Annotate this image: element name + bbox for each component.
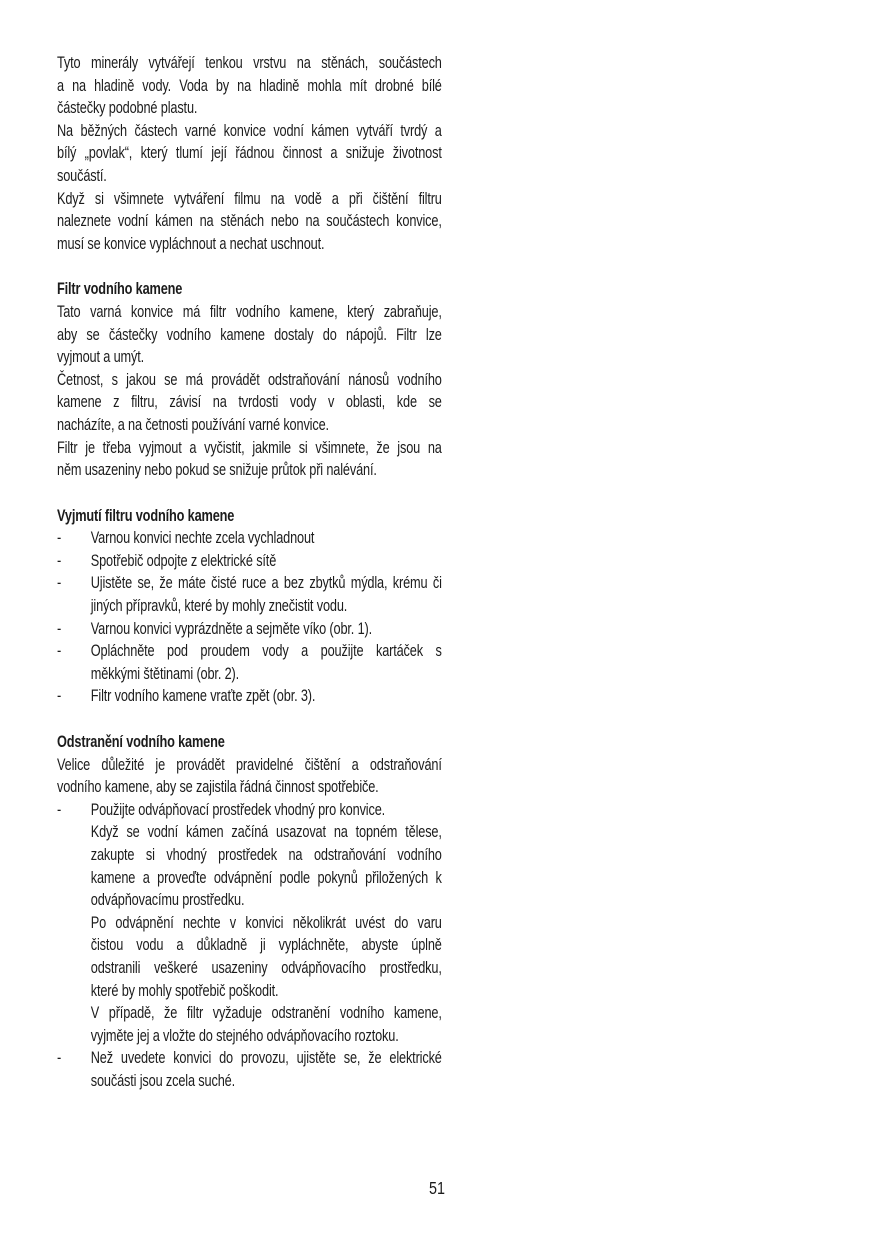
text-line: částečky podobné plastu. <box>57 98 198 118</box>
text-line: součásti jsou zcela suché. <box>90 1070 235 1090</box>
text-line: Než uvedete konvici do provozu, ujistěte se, že elektrické <box>90 1048 442 1068</box>
text-line: Opláchněte pod proudem vody a použijte kartáček s <box>90 641 442 661</box>
bullet-content <box>91 618 442 641</box>
bullet-marker: - <box>57 799 62 819</box>
text-line: naleznete vodní kámen na stěnách nebo na součástech konvice, <box>57 211 442 231</box>
text-line: vodního kamene, aby se zajistila řádná činnost spotřebiče. <box>57 777 379 797</box>
text-line: kamene a proveďte odvápnění podle pokynů přiložených k <box>90 867 442 887</box>
bullet-item <box>57 799 442 822</box>
text-line: součástí. <box>57 165 107 185</box>
bullet-content <box>91 1047 442 1092</box>
section-heading: Odstranění vodního kamene <box>57 732 225 752</box>
bullet-marker: - <box>57 528 62 548</box>
indented-paragraph <box>91 912 442 1002</box>
paragraph <box>57 120 442 188</box>
text-line: které by mohly spotřebič poškodit. <box>90 980 279 1000</box>
text-line: vyjmout a umýt. <box>57 347 145 367</box>
page-number: 51 <box>429 1178 445 1198</box>
text-line: jiných přípravků, které by mohly znečistit vodu. <box>90 596 348 616</box>
bullet-content <box>91 572 442 617</box>
text-line: něm usazeniny nebo pokud se snižuje průtok při nalévání. <box>57 460 377 480</box>
text-line: nacházíte, a na četnosti používání varné konvice. <box>57 414 329 434</box>
text-line: měkkými štětinami (obr. 2). <box>90 663 240 683</box>
text-line: Na běžných částech varné konvice vodní kámen vytváří tvrdý a <box>57 120 442 140</box>
bullet-content <box>91 685 442 708</box>
text-line: Ujistěte se, že máte čisté ruce a bez zbytků mýdla, krému či <box>90 573 442 593</box>
text-line: Použijte odvápňovací prostředek vhodný pro konvice. <box>90 799 386 819</box>
text-line: vyjměte jej a vložte do stejného odvápňovacího roztoku. <box>90 1025 399 1045</box>
bullet-item <box>57 685 442 708</box>
text-line: musí se konvice vypláchnout a nechat uschnout. <box>57 233 325 253</box>
bullet-item <box>57 550 442 573</box>
paragraph <box>57 301 442 369</box>
text-line: kamene z filtru, závisí na tvrdosti vody v oblasti, kde se <box>57 392 442 412</box>
text-line: V případě, že filtr vyžaduje odstranění vodního kamene, <box>90 1003 442 1023</box>
text-column <box>57 52 442 1093</box>
text-line: Po odvápnění nechte v konvici několikrát uvést do varu <box>90 912 442 932</box>
text-line: Filtr vodního kamene vraťte zpět (obr. 3). <box>90 686 316 706</box>
bullet-content <box>91 799 442 822</box>
indented-paragraph <box>91 1002 442 1047</box>
text-line: a na hladině vody. Voda by na hladině mohla mít drobné bílé <box>57 75 442 95</box>
bullet-marker: - <box>57 641 62 661</box>
bullet-marker: - <box>57 1048 62 1068</box>
text-line: Když si všimnete vytváření filmu na vodě a při čištění filtru <box>57 188 442 208</box>
bullet-marker: - <box>57 618 62 638</box>
bullet-marker: - <box>57 686 62 706</box>
text-line: Filtr je třeba vyjmout a vyčistit, jakmile si všimnete, že jsou na <box>57 437 442 457</box>
text-line: odstranili veškeré usazeniny odvápňovacího prostředku, <box>90 957 442 977</box>
bullet-marker: - <box>57 573 62 593</box>
paragraph <box>57 369 442 437</box>
text-line: bílý „povlak“, který tlumí její řádnou činnost a snižuje životnost <box>57 143 442 163</box>
text-line: Když se vodní kámen začíná usazovat na topném tělese, <box>90 822 442 842</box>
bullet-item <box>57 572 442 617</box>
paragraph <box>57 754 442 799</box>
text-line: Tyto minerály vytvářejí tenkou vrstvu na stěnách, součástech <box>57 53 442 72</box>
bullet-item <box>57 527 442 550</box>
bullet-content <box>91 640 442 685</box>
text-line: Tato varná konvice má filtr vodního kamene, který zabraňuje, <box>57 301 442 321</box>
bullet-item <box>57 618 442 641</box>
bullet-content <box>91 527 442 550</box>
text-line: Četnost, s jakou se má provádět odstraňování nánosů vodního <box>57 369 442 389</box>
text-line: Varnou konvici vyprázdněte a sejměte víko (obr. 1). <box>90 618 373 638</box>
text-line: zakupte si vhodný prostředek na odstraňování vodního <box>90 845 442 864</box>
bullet-item <box>57 1047 442 1092</box>
section-heading: Vyjmutí filtru vodního kamene <box>57 505 235 525</box>
bullet-item <box>57 640 442 685</box>
paragraph <box>57 188 442 256</box>
section-heading: Filtr vodního kamene <box>57 279 183 299</box>
text-line: Velice důležité je provádět pravidelné čištění a odstraňování <box>57 754 442 774</box>
text-line: odvápňovacímu prostředku. <box>90 890 245 910</box>
text-line: Spotřebič odpojte z elektrické sítě <box>90 550 277 570</box>
indented-paragraph <box>91 821 442 911</box>
text-line: čistou vodu a důkladně ji vypláchněte, abyste úplně <box>90 935 442 955</box>
text-line: aby se částečky vodního kamene dostaly do nápojů. Filtr lze <box>57 324 442 344</box>
bullet-content <box>91 550 442 573</box>
paragraph <box>57 52 442 120</box>
text-line: Varnou konvici nechte zcela vychladnout <box>90 528 315 548</box>
paragraph <box>57 437 442 482</box>
bullet-marker: - <box>57 550 62 570</box>
